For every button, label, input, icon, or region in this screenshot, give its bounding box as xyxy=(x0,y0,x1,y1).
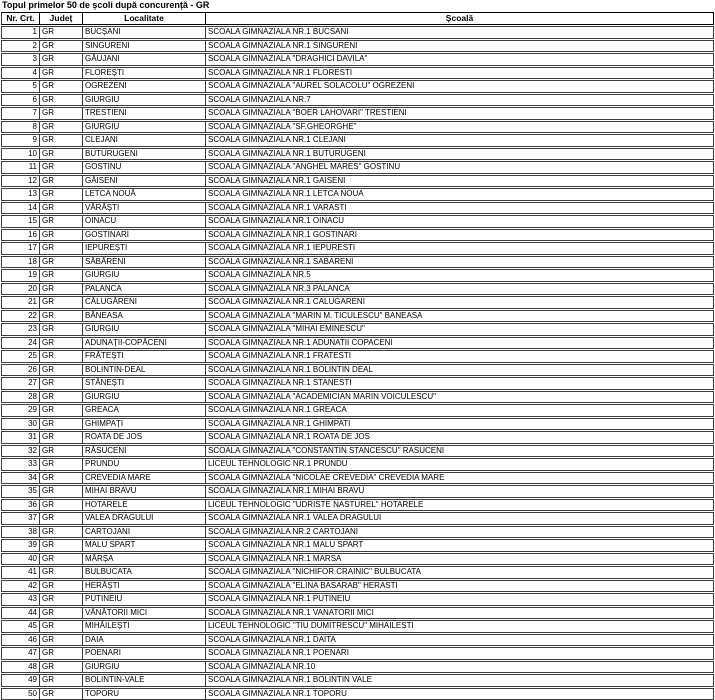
cell-nr-crt: 31 xyxy=(1,431,40,444)
cell-nr-crt: 25 xyxy=(1,350,40,363)
table-row xyxy=(1,431,714,444)
cell-judet: GR xyxy=(40,607,83,620)
cell-nr-crt: 1 xyxy=(1,26,40,39)
cell-nr-crt: 22 xyxy=(1,310,40,323)
cell-scoala: SCOALA GIMNAZIALA NR.1 BUCSANI xyxy=(206,26,714,39)
cell-nr-crt: 43 xyxy=(1,593,40,606)
cell-localitate: BOLINTIN-DEAL xyxy=(83,364,206,377)
cell-localitate: PUTINEIU xyxy=(83,593,206,606)
table-row xyxy=(1,67,714,80)
cell-localitate: CLEJANI xyxy=(83,134,206,147)
table-row xyxy=(1,445,714,458)
cell-nr-crt: 33 xyxy=(1,458,40,471)
cell-scoala: SCOALA GIMNAZIALA NR.1 GHIMPATI xyxy=(206,418,714,431)
table-row xyxy=(1,40,714,53)
cell-scoala: SCOALA GIMNAZIALA "ELINA BASARAB" HERASTI xyxy=(206,580,714,593)
cell-judet: GR xyxy=(40,580,83,593)
cell-localitate: HOTARELE xyxy=(83,499,206,512)
cell-nr-crt: 24 xyxy=(1,337,40,350)
cell-scoala: SCOALA GIMNAZIALA NR.1 VARASTI xyxy=(206,202,714,215)
cell-localitate: BUTURUGENI xyxy=(83,148,206,161)
cell-nr-crt: 26 xyxy=(1,364,40,377)
cell-scoala: SCOALA GIMNAZIALA NR.1 TOPORU xyxy=(206,688,714,700)
cell-judet: GR xyxy=(40,256,83,269)
cell-judet: GR xyxy=(40,67,83,80)
table-row xyxy=(1,121,714,134)
cell-localitate: VÂNĂTORII MICI xyxy=(83,607,206,620)
table-row xyxy=(1,512,714,525)
cell-nr-crt: 6 xyxy=(1,94,40,107)
cell-nr-crt: 48 xyxy=(1,661,40,674)
cell-scoala: SCOALA GIMNAZIALA "ACADEMICIAN MARIN VOICULESCU" xyxy=(206,391,714,404)
cell-localitate: GHIMPAȚI xyxy=(83,418,206,431)
cell-scoala: SCOALA GIMNAZIALA NR.1 MIHAI BRAVU xyxy=(206,485,714,498)
cell-scoala: SCOALA GIMNAZIALA NR.1 FLORESTI xyxy=(206,67,714,80)
cell-nr-crt: 19 xyxy=(1,269,40,282)
cell-scoala: SCOALA GIMNAZIALA NR.1 VALEA DRAGULUI xyxy=(206,512,714,525)
cell-judet: GR xyxy=(40,566,83,579)
schools-table xyxy=(1,11,714,700)
cell-localitate: RĂSUCENI xyxy=(83,445,206,458)
cell-scoala: SCOALA GIMNAZIALA NR.1 CALUGARENI xyxy=(206,296,714,309)
page-title: Topul primelor 50 de școli după concurență - GR xyxy=(2,0,210,10)
cell-nr-crt: 9 xyxy=(1,134,40,147)
cell-localitate: TRESTIENI xyxy=(83,107,206,120)
cell-scoala: LICEUL TEHNOLOGIC "UDRISTE NASTUREL" HOTARELE xyxy=(206,499,714,512)
cell-nr-crt: 50 xyxy=(1,688,40,700)
cell-localitate: STĂNEȘTI xyxy=(83,377,206,390)
header-row xyxy=(1,12,714,25)
table-row xyxy=(1,296,714,309)
table-row xyxy=(1,526,714,539)
cell-nr-crt: 18 xyxy=(1,256,40,269)
table-row xyxy=(1,377,714,390)
table-row xyxy=(1,202,714,215)
cell-scoala: SCOALA GIMNAZIALA NR.1 DAITA xyxy=(206,634,714,647)
table-row xyxy=(1,661,714,674)
cell-judet: GR xyxy=(40,634,83,647)
cell-nr-crt: 16 xyxy=(1,229,40,242)
cell-nr-crt: 44 xyxy=(1,607,40,620)
cell-scoala: SCOALA GIMNAZIALA NR.1 GAISENI xyxy=(206,175,714,188)
cell-nr-crt: 15 xyxy=(1,215,40,228)
cell-nr-crt: 38 xyxy=(1,526,40,539)
cell-localitate: OGREZENI xyxy=(83,80,206,93)
cell-judet: GR xyxy=(40,512,83,525)
cell-judet: GR xyxy=(40,323,83,336)
cell-scoala: SCOALA GIMNAZIALA NR.1 POENARI xyxy=(206,647,714,660)
cell-nr-crt: 39 xyxy=(1,539,40,552)
table-row xyxy=(1,634,714,647)
cell-scoala: SCOALA GIMNAZIALA NR.1 SINGURENI xyxy=(206,40,714,53)
cell-nr-crt: 46 xyxy=(1,634,40,647)
cell-localitate: GĂISENI xyxy=(83,175,206,188)
table-row xyxy=(1,472,714,485)
cell-localitate: FLOREȘTI xyxy=(83,67,206,80)
cell-scoala: SCOALA GIMNAZIALA "SF.GHEORGHE" xyxy=(206,121,714,134)
table-row xyxy=(1,674,714,687)
cell-localitate: BĂNEASA xyxy=(83,310,206,323)
cell-nr-crt: 47 xyxy=(1,647,40,660)
table-row xyxy=(1,148,714,161)
cell-localitate: CĂLUGĂRENI xyxy=(83,296,206,309)
cell-judet: GR xyxy=(40,161,83,174)
table-row xyxy=(1,350,714,363)
table-header xyxy=(1,12,714,25)
cell-nr-crt: 3 xyxy=(1,53,40,66)
cell-localitate: BOLINTIN-VALE xyxy=(83,674,206,687)
cell-nr-crt: 5 xyxy=(1,80,40,93)
table-body xyxy=(1,26,714,700)
cell-judet: GR xyxy=(40,80,83,93)
cell-nr-crt: 29 xyxy=(1,404,40,417)
cell-localitate: TOPORU xyxy=(83,688,206,700)
table-row xyxy=(1,688,714,700)
table-row xyxy=(1,337,714,350)
cell-localitate: PRUNDU xyxy=(83,458,206,471)
table-row xyxy=(1,256,714,269)
cell-localitate: GIURGIU xyxy=(83,391,206,404)
cell-scoala: SCOALA GIMNAZIALA "NICHIFOR CRAINIC" BULBUCATA xyxy=(206,566,714,579)
table-row xyxy=(1,323,714,336)
cell-judet: GR xyxy=(40,53,83,66)
cell-judet: GR xyxy=(40,647,83,660)
cell-localitate: POENARI xyxy=(83,647,206,660)
table-row xyxy=(1,418,714,431)
cell-judet: GR xyxy=(40,404,83,417)
table-row xyxy=(1,94,714,107)
column-header-localitate: Localitate xyxy=(83,12,206,25)
cell-judet: GR xyxy=(40,499,83,512)
cell-scoala: SCOALA GIMNAZIALA NR.1 STANESTI xyxy=(206,377,714,390)
cell-judet: GR xyxy=(40,674,83,687)
cell-nr-crt: 30 xyxy=(1,418,40,431)
cell-scoala: LICEUL TEHNOLOGIC "TIU DUMITRESCU" MIHAILESTI xyxy=(206,620,714,633)
cell-nr-crt: 28 xyxy=(1,391,40,404)
cell-judet: GR xyxy=(40,229,83,242)
cell-scoala: SCOALA GIMNAZIALA NR.1 PUTINEIU xyxy=(206,593,714,606)
table-row xyxy=(1,229,714,242)
cell-nr-crt: 34 xyxy=(1,472,40,485)
cell-nr-crt: 41 xyxy=(1,566,40,579)
cell-nr-crt: 42 xyxy=(1,580,40,593)
cell-scoala: SCOALA GIMNAZIALA NR.1 CLEJANI xyxy=(206,134,714,147)
cell-judet: GR xyxy=(40,148,83,161)
cell-judet: GR xyxy=(40,175,83,188)
table-row xyxy=(1,53,714,66)
cell-scoala: SCOALA GIMNAZIALA NR.1 VANATORII MICI xyxy=(206,607,714,620)
cell-judet: GR xyxy=(40,391,83,404)
cell-localitate: ROATA DE JOS xyxy=(83,431,206,444)
column-header-judet: Județ xyxy=(40,12,83,25)
cell-nr-crt: 49 xyxy=(1,674,40,687)
column-header-nr-crt: Nr. Crt. xyxy=(1,12,40,25)
cell-scoala: SCOALA GIMNAZIALA "BOER LAHOVARI" TRESTIENI xyxy=(206,107,714,120)
cell-localitate: PALANCA xyxy=(83,283,206,296)
cell-localitate: GREACA xyxy=(83,404,206,417)
cell-scoala: SCOALA GIMNAZIALA NR.1 FRATESTI xyxy=(206,350,714,363)
cell-localitate: CREVEDIA MARE xyxy=(83,472,206,485)
table-row xyxy=(1,242,714,255)
cell-nr-crt: 2 xyxy=(1,40,40,53)
table-row xyxy=(1,134,714,147)
cell-localitate: MIHAI BRAVU xyxy=(83,485,206,498)
cell-judet: GR xyxy=(40,445,83,458)
cell-judet: GR xyxy=(40,526,83,539)
table-row xyxy=(1,364,714,377)
cell-localitate: BUCȘANI xyxy=(83,26,206,39)
cell-nr-crt: 13 xyxy=(1,188,40,201)
cell-nr-crt: 4 xyxy=(1,67,40,80)
cell-localitate: MALU SPART xyxy=(83,539,206,552)
table-row xyxy=(1,593,714,606)
table-row xyxy=(1,647,714,660)
table-row xyxy=(1,283,714,296)
cell-localitate: GIURGIU xyxy=(83,269,206,282)
cell-localitate: GOSTINARI xyxy=(83,229,206,242)
cell-nr-crt: 8 xyxy=(1,121,40,134)
cell-nr-crt: 40 xyxy=(1,553,40,566)
table-row xyxy=(1,499,714,512)
cell-nr-crt: 36 xyxy=(1,499,40,512)
cell-judet: GR xyxy=(40,94,83,107)
cell-localitate: GOSTINU xyxy=(83,161,206,174)
table-row xyxy=(1,580,714,593)
cell-scoala: SCOALA GIMNAZIALA "MARIN M. TICULESCU" BANEASA xyxy=(206,310,714,323)
table-row xyxy=(1,607,714,620)
table-row xyxy=(1,553,714,566)
cell-localitate: FRĂTEȘTI xyxy=(83,350,206,363)
cell-judet: GR xyxy=(40,215,83,228)
cell-judet: GR xyxy=(40,539,83,552)
cell-nr-crt: 45 xyxy=(1,620,40,633)
cell-scoala: SCOALA GIMNAZIALA NR.1 IEPURESTI xyxy=(206,242,714,255)
cell-judet: GR xyxy=(40,337,83,350)
cell-judet: GR xyxy=(40,40,83,53)
cell-scoala: SCOALA GIMNAZIALA NR.1 GOSTINARI xyxy=(206,229,714,242)
cell-scoala: SCOALA GIMNAZIALA NR.1 ADUNATII COPACENI xyxy=(206,337,714,350)
cell-scoala: SCOALA GIMNAZIALA NR.1 BUTURUGENI xyxy=(206,148,714,161)
table-row xyxy=(1,188,714,201)
cell-nr-crt: 37 xyxy=(1,512,40,525)
cell-scoala: SCOALA GIMNAZIALA NR.1 LETCA NOUA xyxy=(206,188,714,201)
table-row xyxy=(1,620,714,633)
cell-nr-crt: 35 xyxy=(1,485,40,498)
cell-judet: GR xyxy=(40,620,83,633)
cell-nr-crt: 7 xyxy=(1,107,40,120)
table-row xyxy=(1,107,714,120)
cell-localitate: HERĂȘTI xyxy=(83,580,206,593)
cell-judet: GR xyxy=(40,688,83,700)
cell-localitate: VĂRĂȘTI xyxy=(83,202,206,215)
cell-scoala: SCOALA GIMNAZIALA "ANGHEL MARES" GOSTINU xyxy=(206,161,714,174)
cell-judet: GR xyxy=(40,350,83,363)
cell-judet: GR xyxy=(40,283,83,296)
table-row xyxy=(1,161,714,174)
cell-judet: GR xyxy=(40,431,83,444)
cell-judet: GR xyxy=(40,310,83,323)
cell-judet: GR xyxy=(40,593,83,606)
cell-nr-crt: 14 xyxy=(1,202,40,215)
cell-nr-crt: 27 xyxy=(1,377,40,390)
cell-localitate: DAIA xyxy=(83,634,206,647)
cell-scoala: SCOALA GIMNAZIALA NR.1 GREACA xyxy=(206,404,714,417)
cell-nr-crt: 32 xyxy=(1,445,40,458)
cell-scoala: SCOALA GIMNAZIALA NR.2 CARTOJANI xyxy=(206,526,714,539)
table-row xyxy=(1,80,714,93)
table-row xyxy=(1,175,714,188)
cell-scoala: SCOALA GIMNAZIALA NR.3 PALANCA xyxy=(206,283,714,296)
cell-localitate: BULBUCATA xyxy=(83,566,206,579)
cell-nr-crt: 11 xyxy=(1,161,40,174)
cell-scoala: SCOALA GIMNAZIALA NR.5 xyxy=(206,269,714,282)
cell-scoala: SCOALA GIMNAZIALA NR.1 SABARENI xyxy=(206,256,714,269)
cell-judet: GR xyxy=(40,134,83,147)
cell-scoala: SCOALA GIMNAZIALA "NICOLAE CREVEDIA" CREVEDIA MARE xyxy=(206,472,714,485)
cell-localitate: IEPUREȘTI xyxy=(83,242,206,255)
cell-localitate: SĂBĂRENI xyxy=(83,256,206,269)
cell-judet: GR xyxy=(40,458,83,471)
cell-localitate: ADUNAȚII-COPĂCENI xyxy=(83,337,206,350)
cell-judet: GR xyxy=(40,661,83,674)
cell-localitate: SINGURENI xyxy=(83,40,206,53)
cell-judet: GR xyxy=(40,269,83,282)
table-row xyxy=(1,391,714,404)
cell-judet: GR xyxy=(40,485,83,498)
cell-localitate: OINACU xyxy=(83,215,206,228)
cell-localitate: LETCA NOUĂ xyxy=(83,188,206,201)
table-row xyxy=(1,215,714,228)
cell-localitate: MÂRȘA xyxy=(83,553,206,566)
column-header-scoala: Școală xyxy=(206,12,714,25)
cell-localitate: GIURGIU xyxy=(83,94,206,107)
cell-judet: GR xyxy=(40,472,83,485)
cell-judet: GR xyxy=(40,553,83,566)
table-row xyxy=(1,485,714,498)
table-row xyxy=(1,26,714,39)
cell-judet: GR xyxy=(40,121,83,134)
cell-scoala: SCOALA GIMNAZIALA NR.1 ROATA DE JOS xyxy=(206,431,714,444)
cell-scoala: SCOALA GIMNAZIALA "DRAGHICI DAVILA" xyxy=(206,53,714,66)
cell-nr-crt: 17 xyxy=(1,242,40,255)
cell-scoala: SCOALA GIMNAZIALA "AUREL SOLACOLU" OGREZENI xyxy=(206,80,714,93)
cell-judet: GR xyxy=(40,26,83,39)
cell-judet: GR xyxy=(40,107,83,120)
cell-scoala: SCOALA GIMNAZIALA NR.1 OINACU xyxy=(206,215,714,228)
cell-scoala: SCOALA GIMNAZIALA NR.7 xyxy=(206,94,714,107)
table-row xyxy=(1,269,714,282)
cell-judet: GR xyxy=(40,202,83,215)
cell-judet: GR xyxy=(40,242,83,255)
cell-localitate: GIURGIU xyxy=(83,661,206,674)
cell-scoala: SCOALA GIMNAZIALA NR.10 xyxy=(206,661,714,674)
cell-localitate: CARTOJANI xyxy=(83,526,206,539)
cell-scoala: SCOALA GIMNAZIALA NR.1 MALU SPART xyxy=(206,539,714,552)
cell-nr-crt: 12 xyxy=(1,175,40,188)
cell-judet: GR xyxy=(40,364,83,377)
cell-localitate: MIHĂILEȘTI xyxy=(83,620,206,633)
cell-judet: GR xyxy=(40,188,83,201)
cell-scoala: SCOALA GIMNAZIALA NR.1 BOLINTIN VALE xyxy=(206,674,714,687)
cell-scoala: SCOALA GIMNAZIALA NR.1 BOLINTIN DEAL xyxy=(206,364,714,377)
table-row xyxy=(1,404,714,417)
cell-scoala: SCOALA GIMNAZIALA "MIHAI EMINESCU" xyxy=(206,323,714,336)
table-row xyxy=(1,539,714,552)
cell-scoala: SCOALA GIMNAZIALA NR.1 MARSA xyxy=(206,553,714,566)
cell-nr-crt: 23 xyxy=(1,323,40,336)
cell-nr-crt: 10 xyxy=(1,148,40,161)
cell-scoala: SCOALA GIMNAZIALA "CONSTANTIN STANCESCU" RASUCENI xyxy=(206,445,714,458)
cell-localitate: GIURGIU xyxy=(83,323,206,336)
cell-nr-crt: 21 xyxy=(1,296,40,309)
cell-judet: GR xyxy=(40,418,83,431)
cell-judet: GR xyxy=(40,296,83,309)
table-row xyxy=(1,566,714,579)
table-row xyxy=(1,310,714,323)
cell-scoala: LICEUL TEHNOLOGIC NR.1 PRUNDU xyxy=(206,458,714,471)
cell-localitate: GĂUJANI xyxy=(83,53,206,66)
cell-nr-crt: 20 xyxy=(1,283,40,296)
cell-localitate: GIURGIU xyxy=(83,121,206,134)
cell-judet: GR xyxy=(40,377,83,390)
cell-localitate: VALEA DRAGULUI xyxy=(83,512,206,525)
table-row xyxy=(1,458,714,471)
